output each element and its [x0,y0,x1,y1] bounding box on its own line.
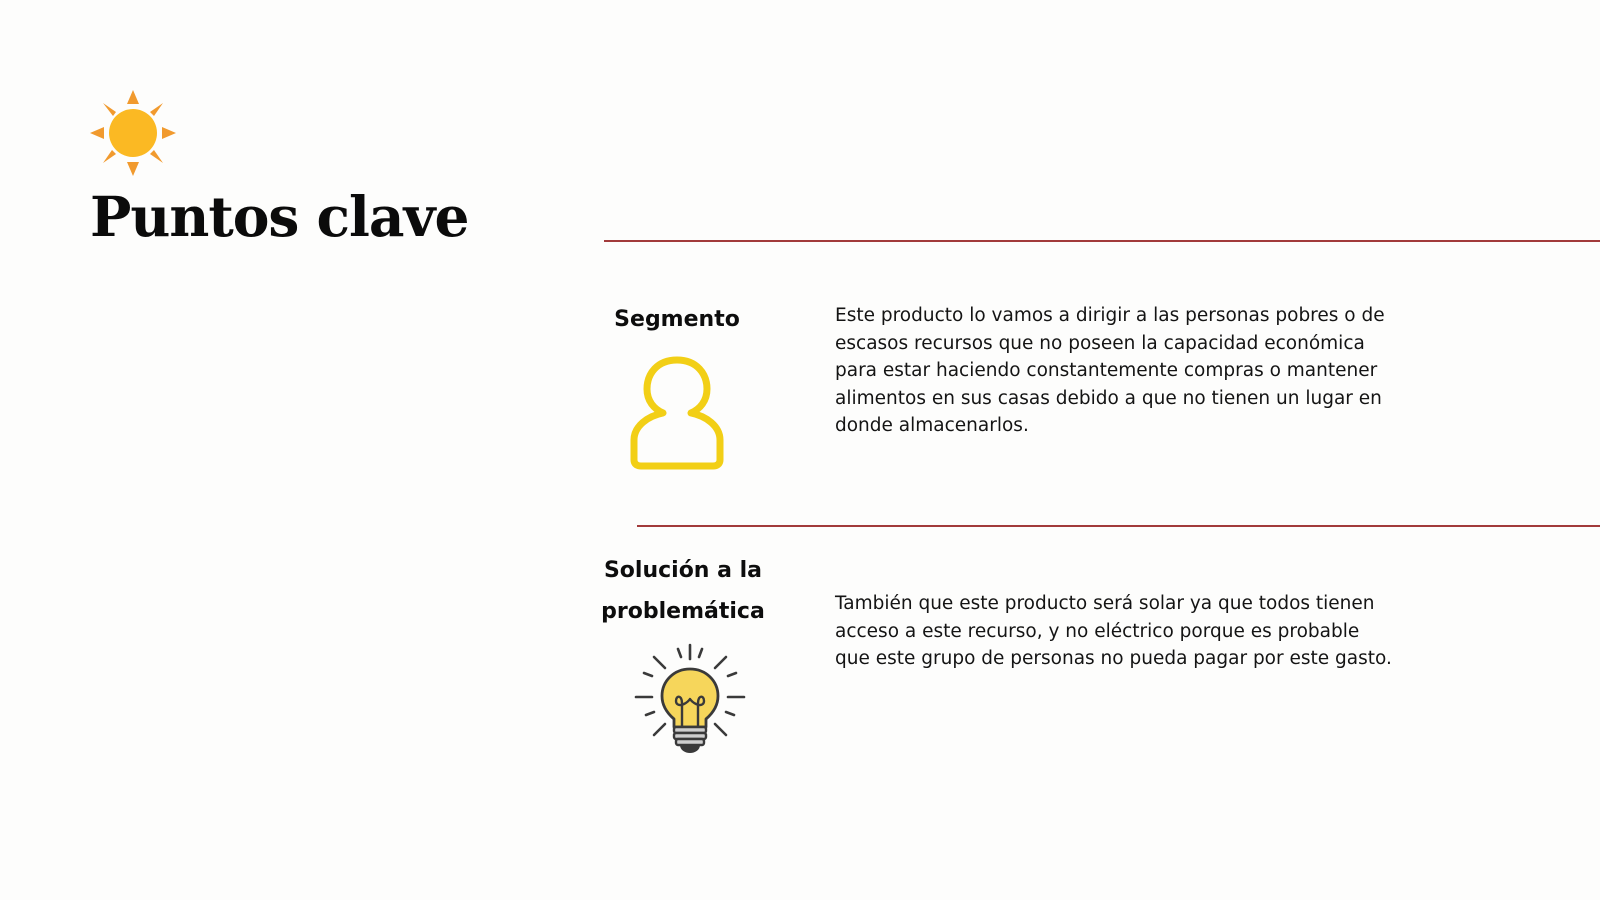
solution-label [592,550,774,632]
section-divider-middle [637,525,1600,527]
solution-label-line2: problemática [601,599,765,624]
section-divider-top [604,240,1600,242]
solution-label-line1: Solución a la [603,558,763,583]
user-outline-icon [628,354,726,472]
solution-description: También que este producto será solar ya que todos tienen acceso a este recurso, y no eléctrico porque es probable que este grupo de personas no pueda pagar por este gasto. [835,593,1392,669]
segment-description: Este producto lo vamos a dirigir a las personas pobres o de escasos recursos que no poseen la capacidad económica para estar haciendo constantemente compras o mantener alimentos en sus casas debido a que no tienen un lugar en donde almacenarlos. [835,305,1385,436]
segment-label: Segmento [614,307,740,332]
page-title: Puntos clave [90,184,469,249]
sun-icon [88,88,178,178]
lightbulb-icon [634,643,746,755]
